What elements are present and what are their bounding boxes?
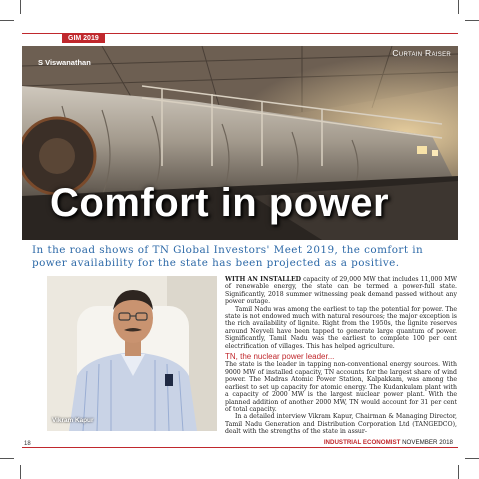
paragraph-text: capacity of 29,000 MW that includes 11,000 MW of renewable energy, the state can be termed a power-full state. Significantly, 2018 summer witnessing peak demand passed without any power outage.: [225, 276, 457, 306]
standfirst: In the road shows of TN Global Investors' Meet 2019, the comfort in power availability for the state has been projected as a positive.: [32, 244, 424, 269]
crop-mark: [20, 0, 21, 14]
crop-mark: [458, 0, 459, 14]
paragraph: Tamil Nadu was among the earliest to tap the potential for power. The state is not endowed much with natural resources; the major exception is the rich availability of lignite. Right from the 1950s, the lignite reserves around Neyveli have been tapped to generate large quantum of power. Significantly, Tamil Nadu was the earliest to complete 100 per cent electrification of villages. This has helped agriculture.: [225, 305, 457, 350]
footer-rule: [22, 447, 458, 448]
crop-mark: [20, 465, 21, 479]
subheading: TN, the nuclear power leader...: [225, 352, 335, 362]
magazine-name: INDUSTRIAL ECONOMIST: [323, 439, 401, 446]
paragraph: The state is the leader in tapping non-conventional energy sources. With 9000 MW of installed capacity, TN accounts for the largest share of wind power. The Madras Atomic Power Station, Kalpakkam, was among the earliest to set up capacity for atomic energy. The Kudankulam plant with a capacity of 2000 MW is the largest nuclear power plant. With the planned addition of another 2000 MW, TN would account for 31 per cent of total capacity.: [225, 361, 457, 413]
footer-magazine: [324, 439, 453, 446]
headline: Comfort in power: [50, 181, 390, 225]
photo-caption: Vikram Kapur: [52, 417, 94, 424]
paragraph: In a detailed interview Vikram Kapur, Chairman & Managing Director, Tamil Nadu Generation and Distribution Corporation Ltd (TANGEDCO), dealt with the strengths of the state in assur-: [225, 413, 457, 436]
crop-mark: [465, 20, 479, 21]
crop-mark: [0, 20, 14, 21]
issue-date: NOVEMBER 2018: [402, 439, 453, 446]
byline: S Viswanathan: [38, 58, 91, 67]
section-label: Curtain Raiser: [392, 48, 451, 58]
lead-in: WITH AN INSTALLED: [225, 276, 302, 283]
crop-mark: [458, 465, 459, 479]
crop-mark: [465, 458, 479, 459]
article-body: [225, 276, 457, 436]
paragraph: [225, 276, 457, 306]
crop-mark: [0, 458, 14, 459]
event-tag: GIM 2019: [62, 34, 105, 43]
portrait-illustration: [47, 276, 217, 431]
portrait-photo: [47, 276, 217, 431]
page-number: 18: [24, 441, 31, 447]
